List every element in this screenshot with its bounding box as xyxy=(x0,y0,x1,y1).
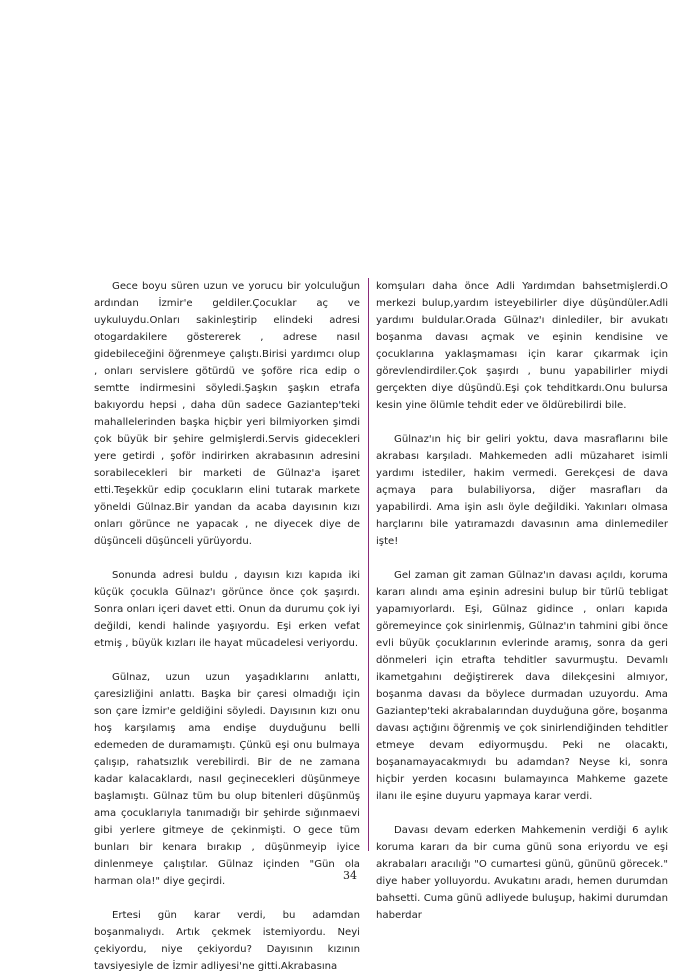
paragraph: Gülnaz'ın hiç bir geliri yoktu, dava masraflarını bile akrabası karşıladı. Mahkemeden adli müzaharet isimli yardımı istediler, hakim vermedi. Gerekçesi de dava açmaya para bulabiliyorsa, diğer masrafları da yapabilirdi. Ama işin aslı öyle değildiki. Yakınları olmasa harçlarını bile yatıramazdı davasının ama dinlemediler işte! xyxy=(376,434,668,547)
paragraph-spacer xyxy=(94,550,360,567)
paragraph: Davası devam ederken Mahkemenin verdiği 6 aylık koruma kararı da bir cuma günü sona eriyordu ve eşi akrabaları aracılığı "O cumartesi günü, gününü görecek." diye haber yolluyordu. Avukatını aradı, hemen durumdan bahsetti. Cuma günü adliyede buluşup, hakimi durumdan haberdar xyxy=(376,825,668,921)
paragraph: Gülnaz, uzun uzun yaşadıklarını anlattı, çaresizliğini anlattı. Başka bir çaresi olmadığı için son çare İzmir'e geldiğini söyledi. Dayısının kızı onu hoş karşılamış ama endişe duyduğunu belli edemeden de duramamıştı. Çünkü eşi onu bulmaya çalışıp, rahatsızlık verebilirdi. Bir de ne zamana kadar kalacaklardı, nasıl geçinecekleri düşünmeye başlamıştı. Gülnaz tüm bu olup bitenleri düşünmüş ama çocuklarıyla tanımadığı bir şehirde sığınmaevi gibi yerlere gitmeye de çekinmişti. O gece tüm bunları bir kenara bırakıp , düşünmeyip iyice dinlenmeye çalıştılar. Gülnaz içinden "Gün ola harman ola!" diye geçirdi. xyxy=(94,672,360,887)
paragraph-spacer xyxy=(376,414,668,431)
paragraph-spacer xyxy=(94,890,360,907)
paragraph: Ertesi gün karar verdi, bu adamdan boşanmalıydı. Artık çekmek istemiyordu. Neyi çekiyordu, niye çekiyordu? Dayısının kızının tavsiyesiyle de İzmir adliyesi'ne gitti.Akrabasına xyxy=(94,910,360,972)
paragraph-spacer xyxy=(376,550,668,567)
right-column xyxy=(376,278,668,924)
page-number: 34 xyxy=(343,869,357,882)
paragraph-spacer xyxy=(94,652,360,669)
paragraph: Gel zaman git zaman Gülnaz'ın davası açıldı, koruma kararı alındı ama eşinin adresini bulup bir türlü tebligat yapamıyorlardı. Eşi, Gülnaz gidince , onları kapıda göremeyince çok sinirlenmiş, Gülnaz'ın tahmini gibi önce evli büyük çocuklarının evlerinde aramış, sonra da geri dönmeleri için etrafta tehditler savurmuştu. Devamlı ikametgahını değiştirerek dava dilekçesini almıyor, boşanma davası da böylece durmadan uzuyordu. Ama Gaziantep'teki akrabalarından duyduğuna göre, boşanma davası açtığını öğrenmiş ve çok sinirlendiğinden tehditler etmeye devam ediyormuşdu. Peki ne olacaktı, boşanamayacakmıydı bu adamdan? Neyse ki, sonra hiçbir yerden kocasını bulamayınca Mahkeme gazete ilanı ile eşine duyuru yapmaya karar verdi. xyxy=(376,570,668,802)
paragraph-spacer xyxy=(376,805,668,822)
paragraph: Sonunda adresi buldu , dayısın kızı kapıda iki küçük çocukla Gülnaz'ı görünce önce çok şaşırdı. Sonra onları içeri davet etti. Onun da durumu çok iyi değildi, kendi halinde yaşıyordu. Eşi erken vefat etmiş , büyük kızları ile hayat mücadelesi veriyordu. xyxy=(94,570,360,649)
paragraph: Gece boyu süren uzun ve yorucu bir yolculuğun ardından İzmir'e geldiler.Çocuklar aç ve uykuluydu.Onları sakinleştirip elindeki adresi otogardakilere göstererek , adrese nasıl gidebileceğini öğrenmeye çalıştı.Birisi yardımcı olup , onları servislere götürdü ve şoföre rica edip o semtte indirmesini söyledi.Şaşkın şaşkın etrafa bakıyordu hepsi , daha dün sadece Gaziantep'teki mahallelerinden başka hiçbir yeri bilmiyorken şimdi çok büyük bir şehire gelmişlerdi.Servis gidecekleri yere getirdi , şoför indirirken akrabasının adresini sorabilecekleri bir marketi de Gülnaz'a işaret etti.Teşekkür edip çocukların elini tutarak markete yöneldi Gülnaz.Bir yandan da acaba dayısının kızı onları görünce ne yapacak , ne diyecek diye de düşünceli düşünceli yürüyordu. xyxy=(94,281,360,547)
paragraph: komşuları daha önce Adli Yardımdan bahsetmişlerdi.O merkezi bulup,yardım isteyebilirler diye düşündüler.Adli yardımı buldular.Orada Gülnaz'ı dinlediler, bir avukatı boşanma davası açmak ve eşinin kendisine ve çocuklarına yaklaşmaması için karar çıkarmak için görevlendirdiler.Çok şaşırdı , bunu yapabilirler miydi gerçekten diye düşündü.Eşi çok tehditkardı.Onu bulursa kesin yine ölümle tehdit eder ve öldürebilirdi bile. xyxy=(376,281,668,411)
column-divider xyxy=(368,278,369,851)
